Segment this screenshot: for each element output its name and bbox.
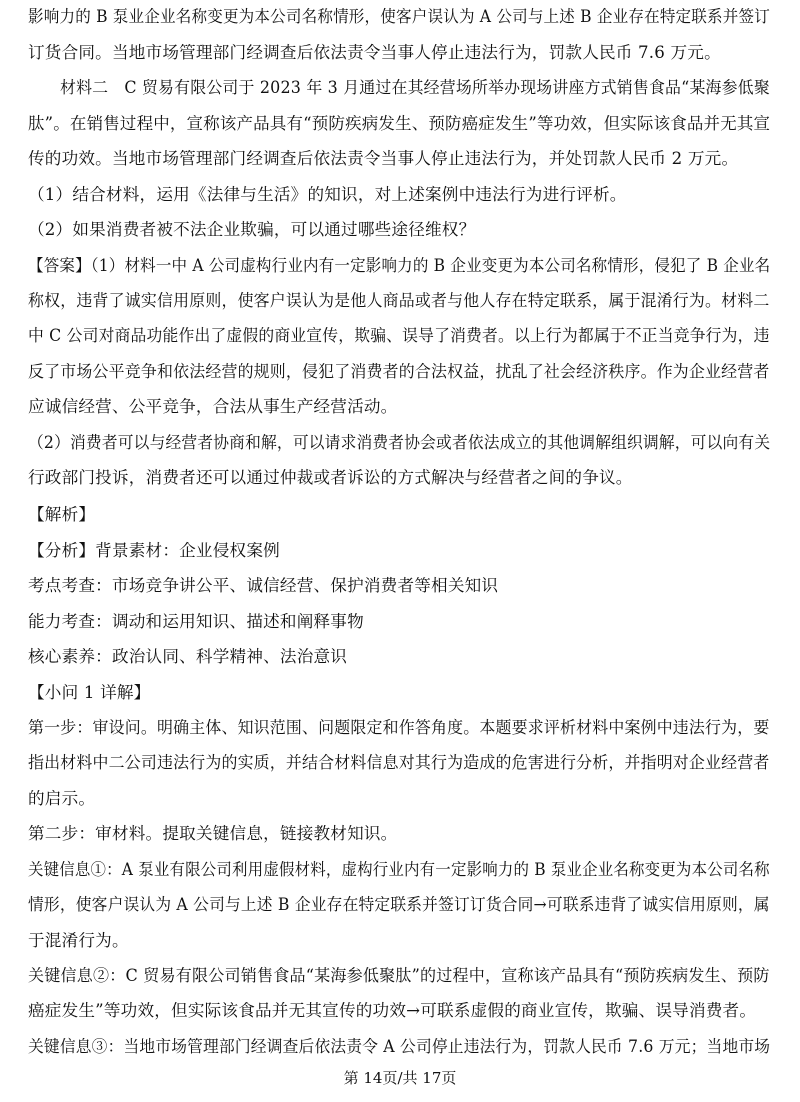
answer-heading-line: 【答案】（1）材料一中 A 公司虚构行业内有一定影响力的 B 企业变更为本公司名称情形，侵犯了 B 企业名 bbox=[28, 256, 771, 275]
text-line: 癌症发生”等功效，但实际该食品并无其宣传的功效→可联系虚假的商业宣传，欺骗、误导消费者。 bbox=[28, 1001, 757, 1020]
text-line: （2）消费者可以与经营者协商和解，可以请求消费者协会或者依法成立的其他调解组织调解，可以向有关 bbox=[28, 433, 771, 452]
analysis-heading: 【解析】 bbox=[28, 505, 96, 524]
text-line: 情形，使客户误认为 A 公司与上述 B 企业存在特定联系并签订订货合同→可联系违背了诚实信用原则，属 bbox=[28, 895, 770, 914]
text-line: 肽”。在销售过程中，宣称该产品具有“预防疾病发生、预防癌症发生”等功效，但实际该食品并无其宣 bbox=[28, 114, 771, 133]
text-line: 关键信息③：当地市场管理部门经调查后依法责令 A 公司停止违法行为，罚款人民币 7.6 万元；当地市场 bbox=[28, 1037, 771, 1056]
text-line: 反了市场公平竞争和依法经营的规则，侵犯了消费者的合法权益，扰乱了社会经济秩序。作为企业经营者 bbox=[28, 362, 770, 381]
text-line: 称权，违背了诚实信用原则，使客户误认为是他人商品或者与他人存在特定联系，属于混淆行为。材料二 bbox=[28, 291, 770, 310]
text-line: 应诚信经营、公平竞争，合法从事生产经营活动。 bbox=[28, 397, 398, 416]
text-line: 中 C 公司对商品功能作出了虚假的商业宣传，欺骗、误导了消费者。以上行为都属于不正当竞争行为，违 bbox=[28, 326, 770, 345]
text-line: 考点考查：市场竞争讲公平、诚信经营、保护消费者等相关知识 bbox=[28, 576, 499, 595]
text-line: 核心素养：政治认同、科学精神、法治意识 bbox=[28, 647, 348, 666]
text-line: 材料二 C 贸易有限公司于 2023 年 3 月通过在其经营场所举办现场讲座方式销售食品“某海参低聚 bbox=[60, 78, 770, 97]
text-line: 【分析】背景素材：企业侵权案例 bbox=[28, 541, 280, 560]
text-line: 第一步：审设问。明确主体、知识范围、问题限定和作答角度。本题要求评析材料中案例中违法行为，要 bbox=[28, 718, 770, 737]
text-line: 传的功效。当地市场管理部门经调查后依法责令当事人停止违法行为，并处罚款人民币 2 万元。 bbox=[28, 149, 739, 168]
text-line: 第二步：审材料。提取关键信息，链接教材知识。 bbox=[28, 824, 398, 843]
text-line: 关键信息②：C 贸易有限公司销售食品“某海参低聚肽”的过程中，宣称该产品具有“预防疾病发生、预防 bbox=[28, 966, 770, 985]
page-number: 第 14页/共 17页 bbox=[343, 1069, 457, 1087]
text-line: 的启示。 bbox=[28, 789, 96, 808]
text-line: 影响力的 B 泵业企业名称变更为本公司名称情形，使客户误认为 A 公司与上述 B 企业存在特定联系并签订 bbox=[28, 7, 770, 26]
question-2: （2）如果消费者被不法企业欺骗，可以通过哪些途径维权？ bbox=[28, 220, 476, 239]
subquestion-heading: 【小问 1 详解】 bbox=[28, 683, 151, 702]
text-line: 于混淆行为。 bbox=[28, 931, 129, 950]
text-line: 能力考查：调动和运用知识、描述和阐释事物 bbox=[28, 612, 364, 631]
text-line: 行政部门投诉，消费者还可以通过仲裁或者诉讼的方式解决与经营者之间的争议。 bbox=[28, 468, 633, 487]
text-line: 订货合同。当地市场管理部门经调查后依法责令当事人停止违法行为，罚款人民币 7.6 万元。 bbox=[28, 43, 721, 62]
question-1: （1）结合材料，运用《法律与生活》的知识，对上述案例中违法行为进行评析。 bbox=[28, 185, 627, 204]
text-line: 关键信息①：A 泵业有限公司利用虚假材料，虚构行业内有一定影响力的 B 泵业企业名称变更为本公司名称 bbox=[28, 860, 770, 879]
text-line: 指出材料中二公司违法行为的实质，并结合材料信息对其行为造成的危害进行分析，并指明对企业经营者 bbox=[28, 753, 770, 772]
